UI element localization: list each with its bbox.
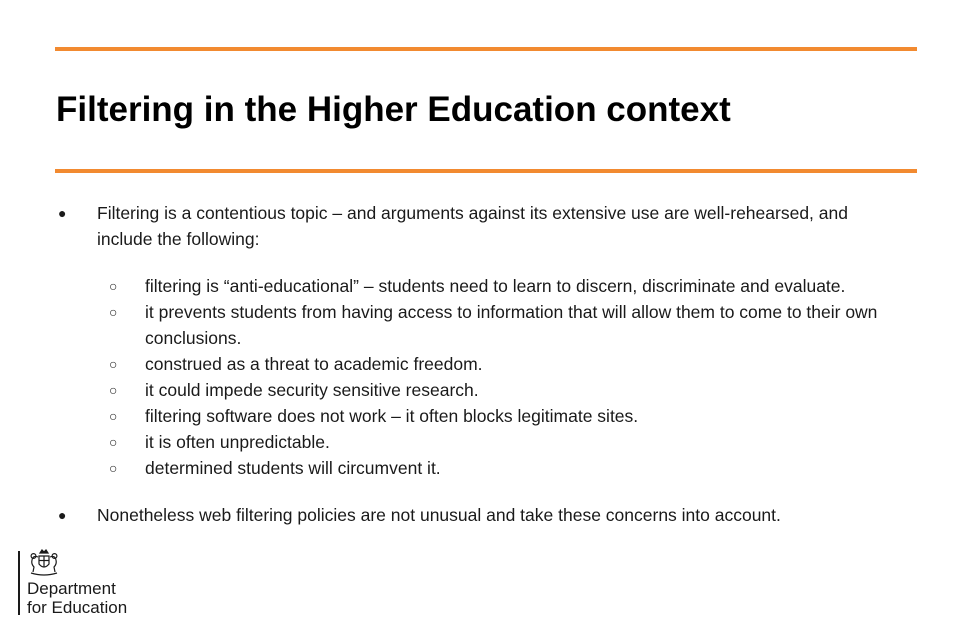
royal-coat-of-arms-icon (27, 548, 61, 576)
hollow-circle-icon: ○ (109, 356, 118, 372)
title-underline-rule (55, 169, 917, 173)
department-line-2: for Education (27, 598, 128, 617)
department-for-education-logo (18, 548, 148, 618)
sub-bullet-text: determined students will circumvent it. (145, 458, 441, 478)
bullet-dot-icon: ● (58, 507, 67, 523)
hollow-circle-icon: ○ (109, 408, 118, 424)
hollow-circle-icon: ○ (109, 382, 118, 398)
logo-divider-bar (18, 551, 20, 615)
sub-bullet-text: filtering is “anti-educational” – students need to learn to discern, discriminate and evaluate. (145, 276, 846, 296)
sub-bullet-item (56, 403, 906, 429)
sub-bullet-item (56, 273, 906, 299)
bullet-text: Filtering is a contentious topic – and arguments against its extensive use are well-rehearsed, and include the following: (97, 203, 848, 249)
bullet-item (56, 502, 906, 528)
slide-title: Filtering in the Higher Education context (56, 90, 731, 129)
bullet-text: Nonetheless web filtering policies are not unusual and take these concerns into account. (97, 505, 781, 525)
hollow-circle-icon: ○ (109, 434, 118, 450)
sub-bullet-item (56, 299, 906, 351)
hollow-circle-icon: ○ (109, 278, 118, 294)
sub-bullet-text: filtering software does not work – it often blocks legitimate sites. (145, 406, 639, 426)
sub-bullet-item (56, 351, 906, 377)
sub-bullet-text: construed as a threat to academic freedom. (145, 354, 483, 374)
sub-bullet-text: it could impede security sensitive research. (145, 380, 479, 400)
slide-body (56, 200, 906, 528)
bullet-dot-icon: ● (58, 205, 67, 221)
department-line-1: Department (27, 579, 116, 598)
sub-bullet-item (56, 377, 906, 403)
hollow-circle-icon: ○ (109, 460, 118, 476)
sub-bullet-text: it prevents students from having access to information that will allow them to come to their own conclusions. (145, 302, 878, 348)
sub-bullet-item (56, 455, 906, 481)
department-name (27, 579, 127, 617)
bullet-item (56, 200, 906, 252)
sub-bullet-text: it is often unpredictable. (145, 432, 330, 452)
sub-bullet-list (56, 273, 906, 481)
sub-bullet-item (56, 429, 906, 455)
hollow-circle-icon: ○ (109, 304, 118, 320)
top-accent-rule (55, 47, 917, 51)
